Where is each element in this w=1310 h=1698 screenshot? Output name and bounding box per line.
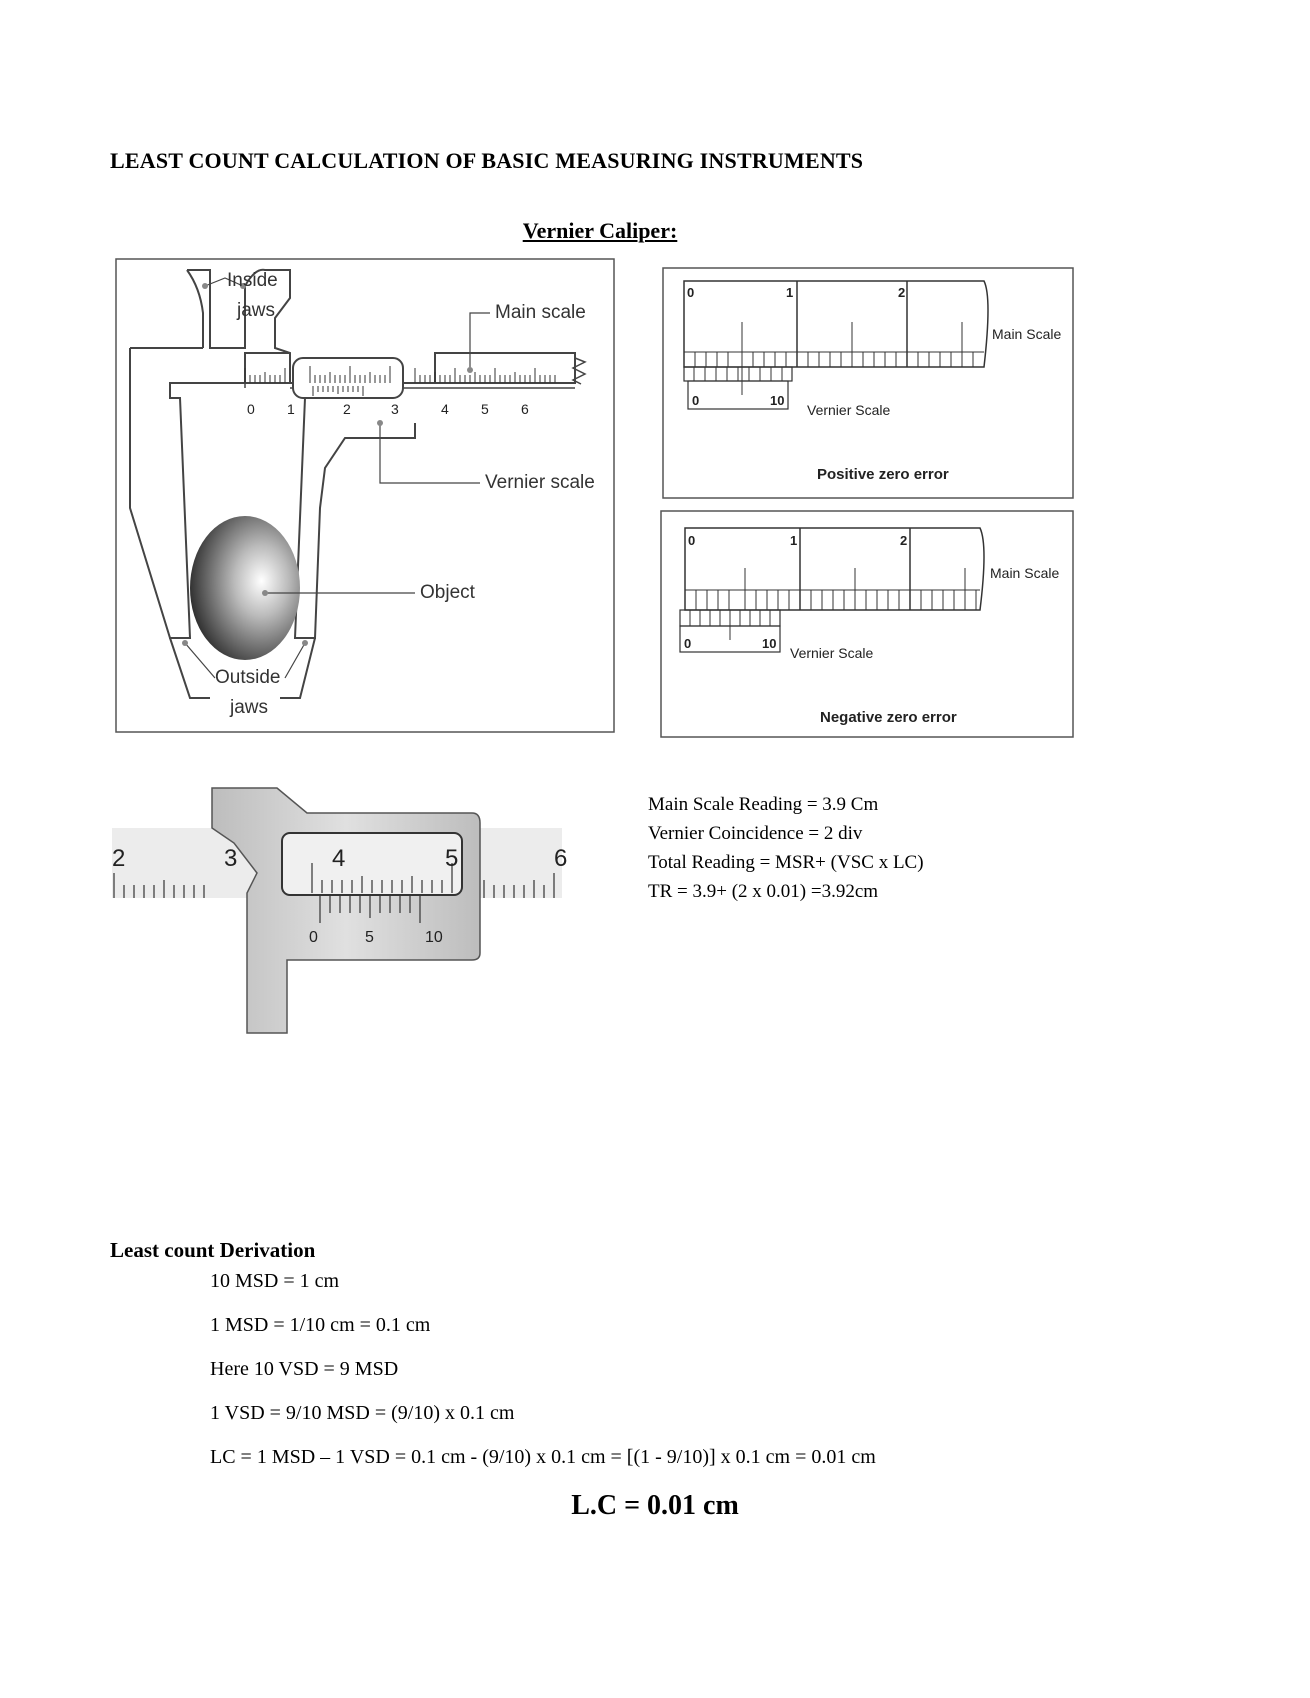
- positive-zero-error-diagram: [662, 267, 1074, 499]
- reading-line: Vernier Coincidence = 2 div: [648, 823, 863, 844]
- reading-line: TR = 3.9+ (2 x 0.01) =3.92cm: [648, 881, 879, 902]
- reading-vernier-number: 5: [365, 929, 374, 946]
- caliper-diagram: [115, 258, 615, 733]
- main-scale-number: 0: [247, 401, 255, 417]
- label-main-scale: Main scale: [495, 302, 586, 323]
- negative-zero-error-diagram: [660, 510, 1074, 738]
- pze-main-number: 2: [898, 285, 906, 300]
- pze-main-number: 0: [687, 285, 695, 300]
- least-count-result: L.C = 0.01 cm: [571, 1490, 739, 1521]
- main-scale-number: 6: [521, 401, 529, 417]
- label-vernier-scale: Vernier scale: [485, 472, 595, 493]
- pze-main-scale-label: Main Scale: [992, 326, 1062, 342]
- reading-line: Total Reading = MSR+ (VSC x LC): [648, 852, 924, 873]
- main-scale-number: 1: [287, 401, 295, 417]
- nze-main-number: 1: [790, 533, 798, 548]
- main-scale-number: 2: [343, 401, 351, 417]
- pze-main-number: 1: [786, 285, 794, 300]
- reading-main-number: 2: [112, 845, 126, 872]
- derivation-line: 1 MSD = 1/10 cm = 0.1 cm: [210, 1314, 431, 1336]
- reading-calculation: [648, 790, 924, 906]
- main-scale-number: 4: [441, 401, 449, 417]
- object-sphere: [190, 516, 300, 660]
- reading-vernier-number: 0: [309, 929, 318, 946]
- derivation-line: 1 VSD = 9/10 MSD = (9/10) x 0.1 cm: [210, 1402, 515, 1424]
- reading-main-number: 5: [445, 845, 459, 872]
- reading-line: Main Scale Reading = 3.9 Cm: [648, 794, 879, 815]
- reading-main-number: 4: [332, 845, 346, 872]
- nze-vernier-number: 0: [684, 636, 692, 651]
- derivation-line: 10 MSD = 1 cm: [210, 1270, 340, 1292]
- label-inside: Inside: [227, 270, 278, 291]
- reading-example-diagram: [112, 788, 568, 1033]
- nze-vernier-number: 10: [762, 636, 777, 651]
- document-title: LEAST COUNT CALCULATION OF BASIC MEASURING INSTRUMENTS: [110, 148, 864, 173]
- derivation-line: LC = 1 MSD – 1 VSD = 0.1 cm - (9/10) x 0.1 cm = [(1 - 9/10)] x 0.1 cm = 0.01 cm: [210, 1446, 876, 1468]
- main-scale-number: 3: [391, 401, 399, 417]
- nze-main-number: 2: [900, 533, 908, 548]
- nze-main-scale-label: Main Scale: [990, 565, 1060, 581]
- pze-vernier-scale-label: Vernier Scale: [807, 402, 891, 418]
- section-title: Vernier Caliper:: [522, 218, 678, 243]
- derivation-heading: Least count Derivation: [110, 1238, 316, 1262]
- label-inside-jaws: jaws: [237, 300, 276, 321]
- label-object: Object: [420, 582, 475, 603]
- nze-main-number: 0: [688, 533, 696, 548]
- label-outside: Outside: [215, 667, 281, 688]
- main-scale-number: 5: [481, 401, 489, 417]
- pze-vernier-number: 0: [692, 393, 700, 408]
- derivation-line: Here 10 VSD = 9 MSD: [210, 1358, 399, 1380]
- pze-vernier-number: 10: [770, 393, 785, 408]
- label-outside-jaws: jaws: [230, 697, 269, 718]
- reading-main-number: 6: [554, 845, 568, 872]
- nze-caption: Negative zero error: [820, 709, 957, 726]
- reading-vernier-number: 10: [425, 929, 443, 946]
- reading-main-number: 3: [224, 845, 238, 872]
- nze-vernier-scale-label: Vernier Scale: [790, 645, 874, 661]
- pze-caption: Positive zero error: [817, 466, 949, 483]
